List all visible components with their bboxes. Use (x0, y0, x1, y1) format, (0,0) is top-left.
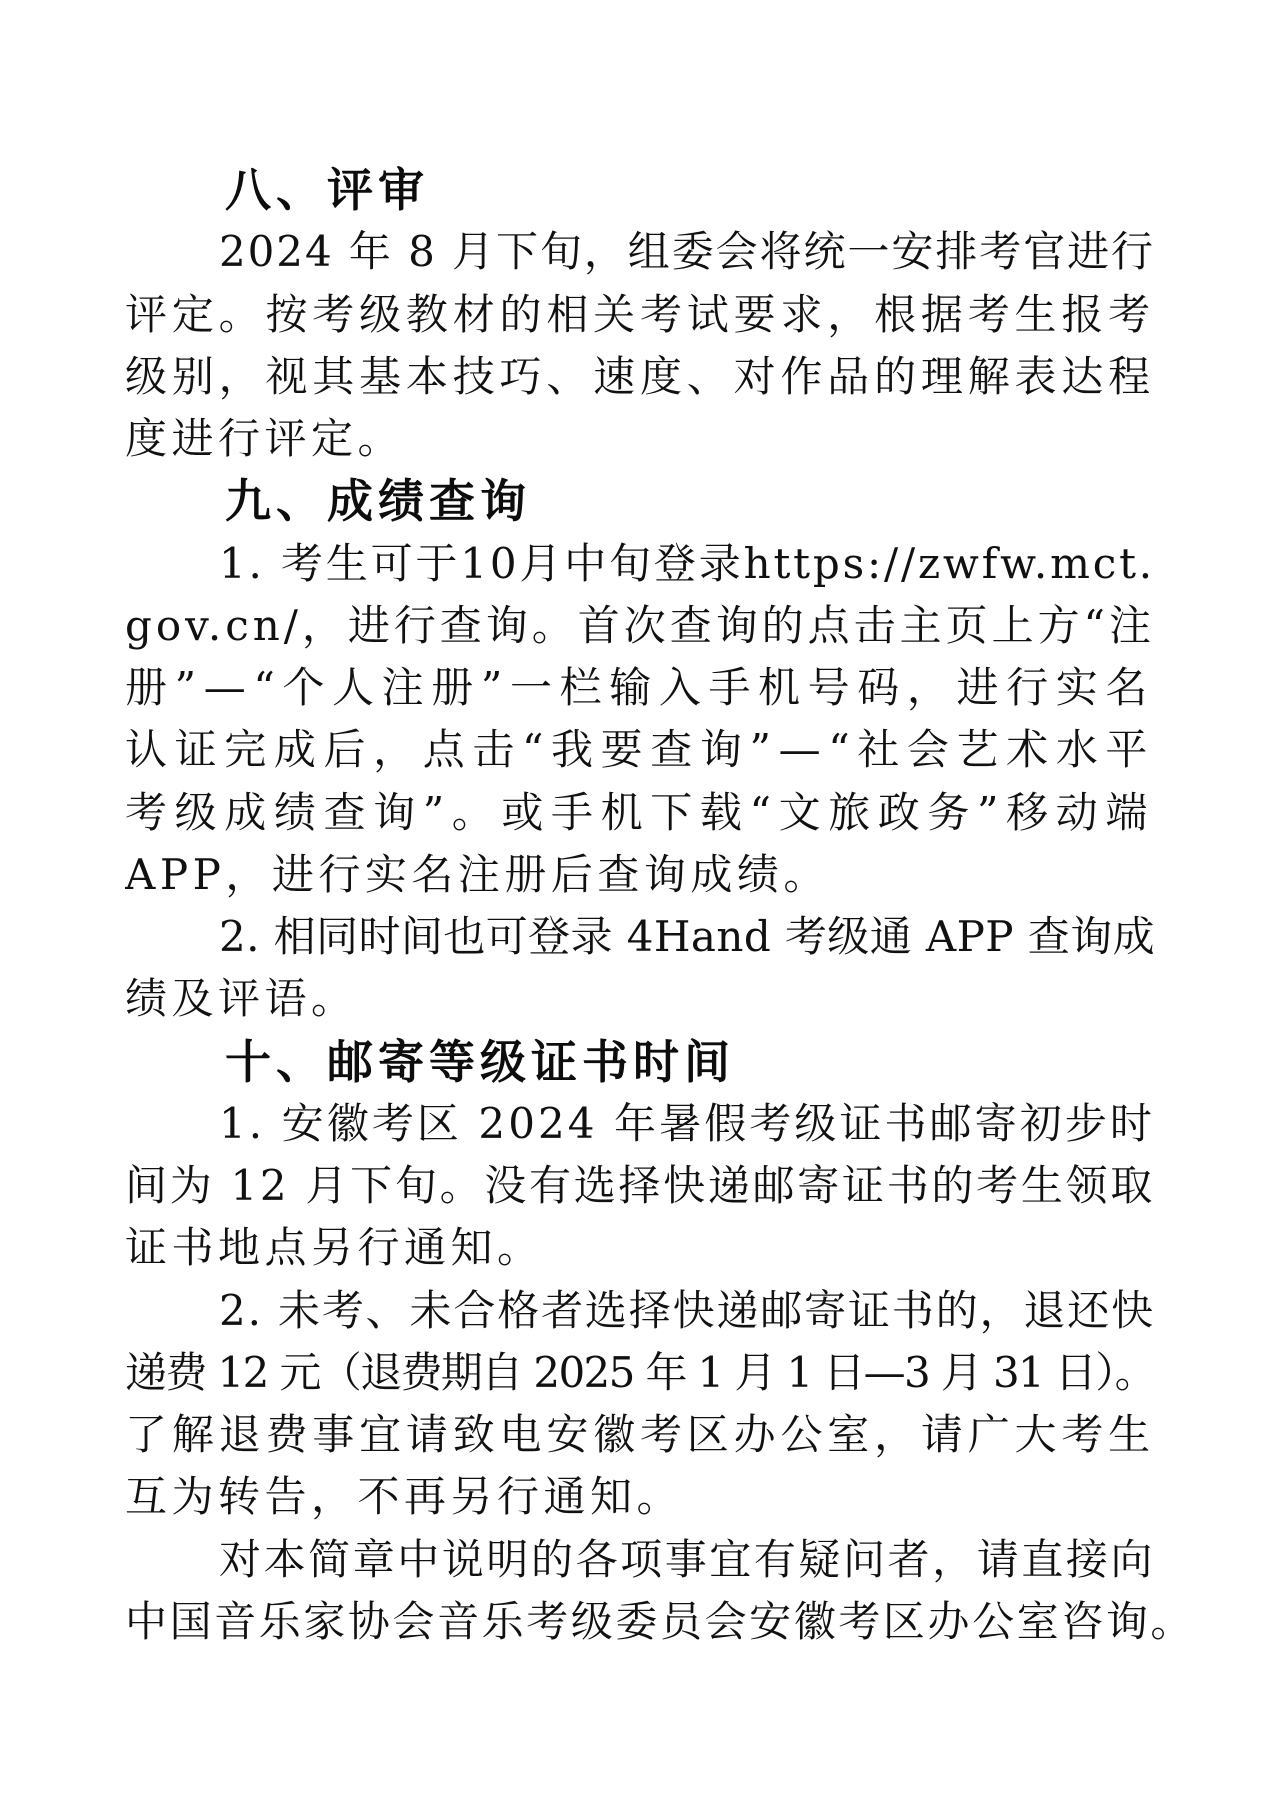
line-text: 绩及评语。 (125, 974, 358, 1024)
paragraph-line (125, 346, 1155, 408)
paragraph-line (125, 782, 1155, 844)
section-heading-score-query (125, 470, 1155, 532)
line-text: 评定。按考级教材的相关考试要求，根据考生报考 (125, 289, 1155, 339)
line-text: 度进行评定。 (125, 414, 405, 463)
line-text: 1. 考生可于10月中旬登录https://zwfw.mct. (219, 538, 1155, 588)
line-text: 2024 年 8 月下旬，组委会将统一安排考官进行 (219, 227, 1155, 277)
line-text: 中国音乐家协会音乐考级委员会安徽考区办公室咨询。 (125, 1596, 1195, 1646)
paragraph-line (125, 906, 1155, 968)
paragraph-line (125, 221, 1155, 283)
paragraph-line (125, 1093, 1155, 1155)
section-heading-certificate-mailing (125, 1031, 1155, 1093)
section-heading-text: 十、邮寄等级证书时间 (225, 1034, 735, 1089)
line-text: 考级成绩查询”。或手机下载“文旅政务”移动端 (125, 787, 1155, 837)
line-text: APP，进行实名注册后查询成绩。 (125, 849, 830, 899)
section-heading-text: 九、成绩查询 (225, 474, 531, 529)
document-body (125, 159, 1195, 1653)
line-text: 证书地点另行通知。 (125, 1223, 544, 1273)
paragraph-line (125, 533, 1155, 595)
paragraph-line (125, 968, 1155, 1030)
paragraph-line (125, 1466, 1155, 1528)
section-heading-text: 八、评审 (225, 163, 429, 217)
paragraph-line (125, 719, 1155, 781)
paragraph-line (125, 657, 1155, 719)
line-text: 递费 12 元（退费期自 2025 年 1 月 1 日—3 月 31 日）。 (125, 1347, 1155, 1397)
line-text: 2. 未考、未合格者选择快递邮寄证书的，退还快 (219, 1285, 1155, 1335)
line-text: 间为 12 月下旬。没有选择快递邮寄证书的考生领取 (125, 1161, 1155, 1210)
line-text: 级别，视其基本技巧、速度、对作品的理解表达程 (125, 351, 1155, 401)
paragraph-line (125, 595, 1155, 657)
line-text: gov.cn/，进行查询。首次查询的点击主页上方“注 (125, 600, 1155, 650)
paragraph-line (125, 1155, 1155, 1217)
paragraph-line (125, 1280, 1155, 1342)
line-text: 认证完成后，点击“我要查询”—“社会艺术水平 (125, 725, 1155, 775)
line-text: 册”—“个人注册”一栏输入手机号码，进行实名 (125, 663, 1155, 712)
closing-line (125, 1529, 1155, 1591)
paragraph-line (125, 1342, 1155, 1404)
paragraph-line (125, 408, 1155, 470)
line-text: 了解退费事宜请致电安徽考区办公室，请广大考生 (125, 1410, 1155, 1459)
section-heading-review (125, 159, 1155, 221)
paragraph-line (125, 1404, 1155, 1466)
line-text: 1. 安徽考区 2024 年暑假考级证书邮寄初步时 (219, 1098, 1155, 1148)
line-text: 对本简章中说明的各项事宜有疑问者，请直接向 (219, 1534, 1155, 1584)
line-text: 2. 相同时间也可登录 4Hand 考级通 APP 查询成 (219, 912, 1155, 961)
paragraph-line (125, 1217, 1155, 1279)
closing-line (125, 1591, 1195, 1653)
paragraph-line (125, 844, 1155, 906)
paragraph-line (125, 284, 1155, 346)
line-text: 互为转告，不再另行通知。 (125, 1472, 684, 1522)
